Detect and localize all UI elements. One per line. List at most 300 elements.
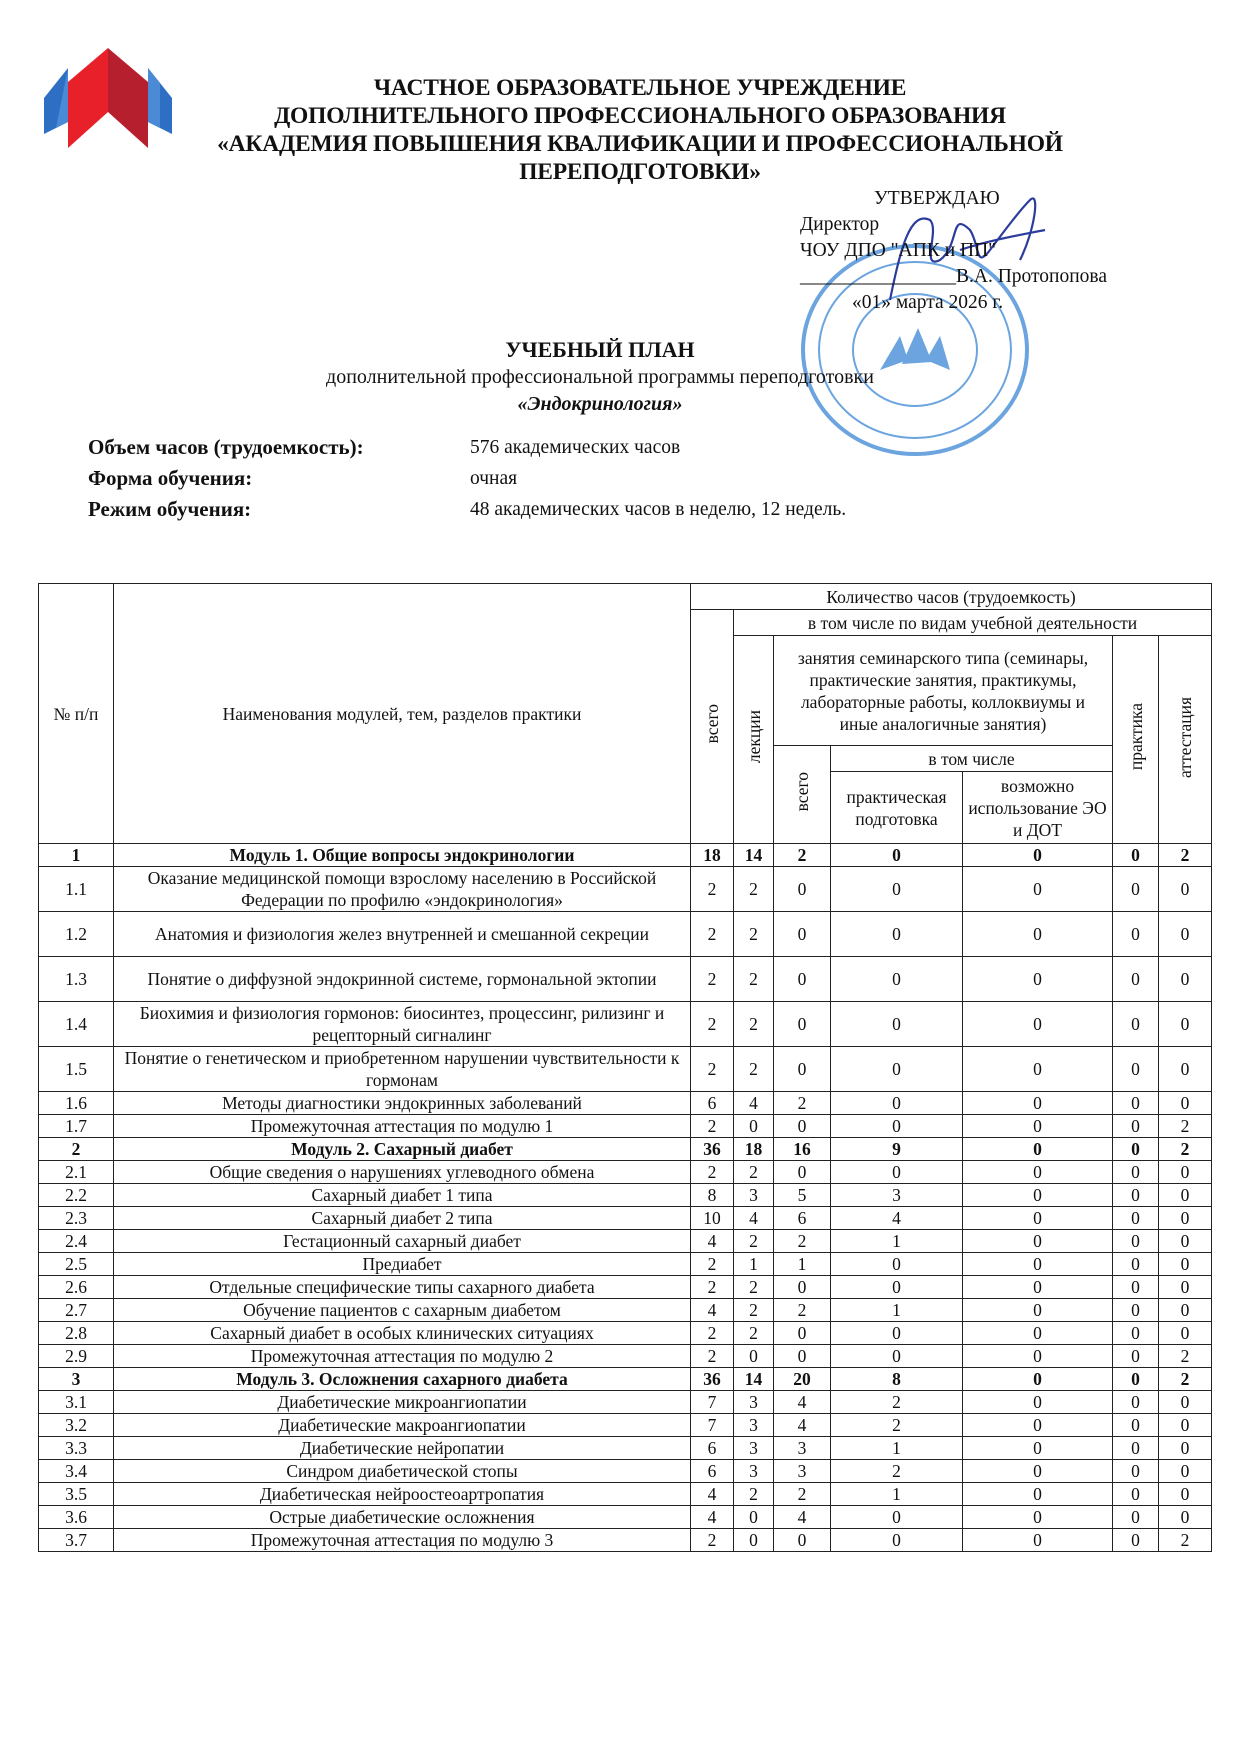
row-number: 3.3 <box>39 1437 114 1460</box>
cell-total: 2 <box>691 912 734 957</box>
meta-value: очная <box>470 467 518 489</box>
meta-label: Форма обучения: <box>88 466 253 490</box>
row-name: Сахарный диабет в особых клинических ситуациях <box>114 1322 691 1345</box>
organization-name <box>150 74 1130 186</box>
cell-eo: 0 <box>963 1138 1113 1161</box>
cell-eo: 0 <box>963 1529 1113 1552</box>
document-subtitle: дополнительной профессиональной программы переподготовки <box>326 366 874 388</box>
cell-eo: 0 <box>963 1414 1113 1437</box>
cell-attest: 0 <box>1159 1276 1212 1299</box>
cell-lectures: 2 <box>734 1483 774 1506</box>
cell-total: 2 <box>691 1002 734 1047</box>
cell-total: 4 <box>691 1506 734 1529</box>
cell-practice: 0 <box>1113 1002 1159 1047</box>
cell-practice: 0 <box>1113 1437 1159 1460</box>
header-lectures-label: лекции <box>743 710 764 764</box>
cell-practical: 2 <box>831 1391 963 1414</box>
cell-attest: 0 <box>1159 1184 1212 1207</box>
cell-practice: 0 <box>1113 1184 1159 1207</box>
meta-row <box>88 463 846 494</box>
row-name: Диабетические макроангиопатии <box>114 1414 691 1437</box>
cell-lectures: 0 <box>734 1345 774 1368</box>
cell-lectures: 2 <box>734 1002 774 1047</box>
cell-eo: 0 <box>963 957 1113 1002</box>
document-title: УЧЕБНЫЙ ПЛАН <box>505 337 695 362</box>
cell-practice: 0 <box>1113 1276 1159 1299</box>
cell-total: 6 <box>691 1092 734 1115</box>
header-by-type: в том числе по видам учебной деятельности <box>734 610 1212 636</box>
cell-attest: 0 <box>1159 1230 1212 1253</box>
row-name: Обучение пациентов с сахарным диабетом <box>114 1299 691 1322</box>
table-row <box>39 1299 1212 1322</box>
cell-total: 7 <box>691 1414 734 1437</box>
cell-lectures: 3 <box>734 1437 774 1460</box>
cell-eo: 0 <box>963 1276 1113 1299</box>
row-name: Синдром диабетической стопы <box>114 1460 691 1483</box>
row-number: 1.7 <box>39 1115 114 1138</box>
table-row <box>39 867 1212 912</box>
cell-total: 36 <box>691 1138 734 1161</box>
table-row <box>39 1207 1212 1230</box>
row-number: 3.4 <box>39 1460 114 1483</box>
table-row <box>39 1414 1212 1437</box>
cell-eo: 0 <box>963 1047 1113 1092</box>
row-number: 2.2 <box>39 1184 114 1207</box>
cell-sem-total: 3 <box>774 1437 831 1460</box>
table-row <box>39 1047 1212 1092</box>
cell-total: 7 <box>691 1391 734 1414</box>
table-row <box>39 1276 1212 1299</box>
meta-label: Объем часов (трудоемкость): <box>88 435 364 459</box>
cell-practical: 0 <box>831 1047 963 1092</box>
row-name: Сахарный диабет 2 типа <box>114 1207 691 1230</box>
cell-practice: 0 <box>1113 1483 1159 1506</box>
cell-practice: 0 <box>1113 1115 1159 1138</box>
cell-sem-total: 0 <box>774 867 831 912</box>
row-name: Гестационный сахарный диабет <box>114 1230 691 1253</box>
cell-practical: 1 <box>831 1299 963 1322</box>
cell-eo: 0 <box>963 1253 1113 1276</box>
program-name: «Эндокринология» <box>517 393 683 415</box>
cell-attest: 2 <box>1159 1368 1212 1391</box>
cell-attest: 2 <box>1159 844 1212 867</box>
row-name: Предиабет <box>114 1253 691 1276</box>
header-practice-label: практика <box>1125 703 1146 771</box>
header-practical-training: практическая подготовка <box>831 772 963 844</box>
cell-sem-total: 0 <box>774 1322 831 1345</box>
cell-practice: 0 <box>1113 1253 1159 1276</box>
table-row <box>39 1437 1212 1460</box>
row-number: 2.8 <box>39 1322 114 1345</box>
cell-total: 2 <box>691 1322 734 1345</box>
org-line: «АКАДЕМИЯ ПОВЫШЕНИЯ КВАЛИФИКАЦИИ И ПРОФЕССИОНАЛЬНОЙ <box>217 131 1063 157</box>
cell-practice: 0 <box>1113 1322 1159 1345</box>
cell-lectures: 2 <box>734 1276 774 1299</box>
cell-lectures: 14 <box>734 844 774 867</box>
header-practice <box>1113 636 1159 844</box>
cell-attest: 0 <box>1159 1299 1212 1322</box>
cell-sem-total: 16 <box>774 1138 831 1161</box>
cell-eo: 0 <box>963 1391 1113 1414</box>
signer-name: В.А. Протопопова <box>956 266 1108 287</box>
cell-attest: 0 <box>1159 1002 1212 1047</box>
cell-total: 2 <box>691 1276 734 1299</box>
row-name: Понятие о генетическом и приобретенном нарушении чувствительности к гормонам <box>114 1047 691 1092</box>
cell-total: 6 <box>691 1437 734 1460</box>
org-line: ПЕРЕПОДГОТОВКИ» <box>519 159 761 185</box>
cell-sem-total: 6 <box>774 1207 831 1230</box>
cell-total: 2 <box>691 1161 734 1184</box>
cell-practice: 0 <box>1113 1345 1159 1368</box>
cell-eo: 0 <box>963 1115 1113 1138</box>
cell-attest: 0 <box>1159 1437 1212 1460</box>
row-name: Промежуточная аттестация по модулю 1 <box>114 1115 691 1138</box>
cell-attest: 2 <box>1159 1138 1212 1161</box>
cell-eo: 0 <box>963 1299 1113 1322</box>
row-name: Диабетические микроангиопатии <box>114 1391 691 1414</box>
cell-lectures: 3 <box>734 1460 774 1483</box>
cell-practical: 8 <box>831 1368 963 1391</box>
row-name: Промежуточная аттестация по модулю 2 <box>114 1345 691 1368</box>
cell-total: 36 <box>691 1368 734 1391</box>
row-number: 2.6 <box>39 1276 114 1299</box>
cell-practical: 1 <box>831 1230 963 1253</box>
cell-attest: 0 <box>1159 1092 1212 1115</box>
cell-eo: 0 <box>963 1207 1113 1230</box>
cell-attest: 0 <box>1159 912 1212 957</box>
cell-practical: 0 <box>831 1276 963 1299</box>
cell-practice: 0 <box>1113 1368 1159 1391</box>
table-row <box>39 1322 1212 1345</box>
cell-attest: 0 <box>1159 1207 1212 1230</box>
cell-sem-total: 4 <box>774 1414 831 1437</box>
cell-total: 4 <box>691 1299 734 1322</box>
cell-practice: 0 <box>1113 844 1159 867</box>
cell-attest: 0 <box>1159 1391 1212 1414</box>
cell-attest: 0 <box>1159 1322 1212 1345</box>
header-total-label: всего <box>702 704 722 744</box>
cell-total: 4 <box>691 1483 734 1506</box>
cell-total: 2 <box>691 1529 734 1552</box>
cell-lectures: 4 <box>734 1207 774 1230</box>
header-num: № п/п <box>39 584 114 844</box>
cell-practice: 0 <box>1113 1161 1159 1184</box>
cell-practice: 0 <box>1113 1230 1159 1253</box>
cell-practical: 1 <box>831 1437 963 1460</box>
table-row <box>39 1115 1212 1138</box>
cell-eo: 0 <box>963 844 1113 867</box>
row-name: Модуль 3. Осложнения сахарного диабета <box>114 1368 691 1391</box>
cell-practice: 0 <box>1113 1529 1159 1552</box>
table-row <box>39 1483 1212 1506</box>
cell-attest: 0 <box>1159 1253 1212 1276</box>
header-including: в том числе <box>831 746 1113 772</box>
cell-eo: 0 <box>963 1460 1113 1483</box>
cell-practical: 0 <box>831 1345 963 1368</box>
cell-lectures: 3 <box>734 1391 774 1414</box>
meta-row <box>88 494 846 525</box>
cell-lectures: 3 <box>734 1414 774 1437</box>
cell-practical: 0 <box>831 1092 963 1115</box>
program-meta <box>88 432 846 525</box>
cell-practical: 0 <box>831 1115 963 1138</box>
cell-practice: 0 <box>1113 1138 1159 1161</box>
header-attestation-label: аттестация <box>1175 696 1196 778</box>
cell-sem-total: 0 <box>774 1276 831 1299</box>
cell-practical: 0 <box>831 1002 963 1047</box>
cell-sem-total: 0 <box>774 1161 831 1184</box>
cell-practice: 0 <box>1113 1299 1159 1322</box>
cell-lectures: 14 <box>734 1368 774 1391</box>
cell-attest: 0 <box>1159 1460 1212 1483</box>
cell-lectures: 1 <box>734 1253 774 1276</box>
table-row <box>39 1253 1212 1276</box>
cell-sem-total: 2 <box>774 1483 831 1506</box>
signature-row <box>800 264 1220 290</box>
row-name: Диабетические нейропатии <box>114 1437 691 1460</box>
header-eo-dot: возможно использование ЭО и ДОТ <box>963 772 1113 844</box>
cell-attest: 2 <box>1159 1529 1212 1552</box>
cell-attest: 2 <box>1159 1115 1212 1138</box>
cell-practice: 0 <box>1113 912 1159 957</box>
cell-practice: 0 <box>1113 1207 1159 1230</box>
cell-practice: 0 <box>1113 1047 1159 1092</box>
cell-lectures: 2 <box>734 1230 774 1253</box>
cell-practical: 0 <box>831 1529 963 1552</box>
cell-lectures: 2 <box>734 1161 774 1184</box>
cell-total: 2 <box>691 957 734 1002</box>
module-row <box>39 1368 1212 1391</box>
cell-eo: 0 <box>963 1230 1113 1253</box>
cell-practical: 2 <box>831 1414 963 1437</box>
cell-sem-total: 2 <box>774 1230 831 1253</box>
row-number: 2.5 <box>39 1253 114 1276</box>
row-number: 3.7 <box>39 1529 114 1552</box>
table-body <box>39 844 1212 1552</box>
meta-value: 576 академических часов <box>470 436 681 458</box>
cell-sem-total: 2 <box>774 1092 831 1115</box>
cell-eo: 0 <box>963 912 1113 957</box>
approval-date: «01» марта 2026 г. <box>852 292 1004 313</box>
row-number: 1 <box>39 844 114 867</box>
row-number: 3 <box>39 1368 114 1391</box>
cell-sem-total: 3 <box>774 1460 831 1483</box>
cell-sem-total: 0 <box>774 912 831 957</box>
curriculum-table <box>38 583 1212 1552</box>
cell-eo: 0 <box>963 1161 1113 1184</box>
table-row <box>39 1161 1212 1184</box>
cell-sem-total: 2 <box>774 844 831 867</box>
approval-block <box>800 186 1220 316</box>
cell-lectures: 2 <box>734 1322 774 1345</box>
header-lectures <box>734 636 774 844</box>
cell-lectures: 18 <box>734 1138 774 1161</box>
module-row <box>39 1138 1212 1161</box>
row-number: 1.2 <box>39 912 114 957</box>
cell-practical: 0 <box>831 1161 963 1184</box>
cell-practical: 0 <box>831 1253 963 1276</box>
cell-practical: 4 <box>831 1207 963 1230</box>
cell-sem-total: 4 <box>774 1506 831 1529</box>
cell-attest: 0 <box>1159 1414 1212 1437</box>
row-number: 2.1 <box>39 1161 114 1184</box>
cell-practical: 2 <box>831 1460 963 1483</box>
row-number: 2.9 <box>39 1345 114 1368</box>
header-total <box>691 610 734 844</box>
cell-lectures: 0 <box>734 1529 774 1552</box>
cell-sem-total: 0 <box>774 1345 831 1368</box>
row-name: Сахарный диабет 1 типа <box>114 1184 691 1207</box>
document-title-block <box>160 336 1040 418</box>
row-name: Острые диабетические осложнения <box>114 1506 691 1529</box>
cell-practical: 0 <box>831 957 963 1002</box>
cell-sem-total: 5 <box>774 1184 831 1207</box>
meta-row <box>88 432 846 463</box>
cell-practice: 0 <box>1113 1460 1159 1483</box>
cell-lectures: 3 <box>734 1184 774 1207</box>
row-number: 1.1 <box>39 867 114 912</box>
cell-attest: 0 <box>1159 1483 1212 1506</box>
cell-sem-total: 0 <box>774 957 831 1002</box>
approve-label: УТВЕРЖДАЮ <box>874 188 1000 209</box>
row-number: 3.6 <box>39 1506 114 1529</box>
cell-total: 2 <box>691 1115 734 1138</box>
table-row <box>39 957 1212 1002</box>
row-name: Диабетическая нейроостеоартропатия <box>114 1483 691 1506</box>
signature-line: ________________ <box>800 266 956 287</box>
table-row <box>39 1391 1212 1414</box>
cell-total: 6 <box>691 1460 734 1483</box>
cell-sem-total: 0 <box>774 1529 831 1552</box>
row-name: Общие сведения о нарушениях углеводного обмена <box>114 1161 691 1184</box>
table-row <box>39 912 1212 957</box>
row-name: Модуль 1. Общие вопросы эндокринологии <box>114 844 691 867</box>
cell-total: 8 <box>691 1184 734 1207</box>
cell-eo: 0 <box>963 1092 1113 1115</box>
cell-attest: 0 <box>1159 957 1212 1002</box>
cell-lectures: 4 <box>734 1092 774 1115</box>
logo-red-left <box>68 48 108 148</box>
meta-label: Режим обучения: <box>88 497 252 521</box>
cell-sem-total: 4 <box>774 1391 831 1414</box>
cell-eo: 0 <box>963 1437 1113 1460</box>
cell-practical: 0 <box>831 912 963 957</box>
row-name: Методы диагностики эндокринных заболеваний <box>114 1092 691 1115</box>
header-attestation <box>1159 636 1212 844</box>
cell-attest: 0 <box>1159 1047 1212 1092</box>
cell-practice: 0 <box>1113 867 1159 912</box>
table-row <box>39 1230 1212 1253</box>
cell-sem-total: 2 <box>774 1299 831 1322</box>
table-row <box>39 1506 1212 1529</box>
cell-lectures: 0 <box>734 1115 774 1138</box>
org-line: ДОПОЛНИТЕЛЬНОГО ПРОФЕССИОНАЛЬНОГО ОБРАЗОВАНИЯ <box>274 103 1006 129</box>
cell-total: 2 <box>691 1253 734 1276</box>
cell-lectures: 2 <box>734 1047 774 1092</box>
director-position: Директор <box>800 214 880 235</box>
cell-attest: 0 <box>1159 1506 1212 1529</box>
row-number: 2.7 <box>39 1299 114 1322</box>
meta-value: 48 академических часов в неделю, 12 недель. <box>470 498 847 520</box>
cell-attest: 0 <box>1159 867 1212 912</box>
header-hours: Количество часов (трудоемкость) <box>691 584 1212 610</box>
table-row <box>39 1345 1212 1368</box>
cell-eo: 0 <box>963 1368 1113 1391</box>
cell-lectures: 2 <box>734 957 774 1002</box>
table-row <box>39 1092 1212 1115</box>
cell-sem-total: 0 <box>774 1115 831 1138</box>
cell-total: 18 <box>691 844 734 867</box>
cell-lectures: 2 <box>734 867 774 912</box>
header-seminar-total <box>774 746 831 844</box>
row-number: 3.1 <box>39 1391 114 1414</box>
row-number: 2.3 <box>39 1207 114 1230</box>
cell-attest: 0 <box>1159 1161 1212 1184</box>
cell-total: 2 <box>691 1345 734 1368</box>
cell-total: 2 <box>691 867 734 912</box>
org-short-name: ЧОУ ДПО "АПК и ПП" <box>800 240 997 261</box>
cell-eo: 0 <box>963 1345 1113 1368</box>
cell-sem-total: 1 <box>774 1253 831 1276</box>
table-row <box>39 1184 1212 1207</box>
row-number: 2 <box>39 1138 114 1161</box>
cell-practical: 1 <box>831 1483 963 1506</box>
header-name: Наименования модулей, тем, разделов практики <box>114 584 691 844</box>
row-name: Оказание медицинской помощи взрослому населению в Российской Федерации по профилю «эндокринология» <box>114 867 691 912</box>
cell-eo: 0 <box>963 1483 1113 1506</box>
logo-red-right <box>108 48 148 148</box>
cell-practice: 0 <box>1113 1506 1159 1529</box>
row-number: 1.5 <box>39 1047 114 1092</box>
table-row <box>39 1002 1212 1047</box>
module-row <box>39 844 1212 867</box>
cell-eo: 0 <box>963 1506 1113 1529</box>
header-seminar: занятия семинарского типа (семинары, практические занятия, практикумы, лабораторные работы, коллоквиумы и иные аналогичные занятия) <box>774 636 1113 746</box>
cell-total: 10 <box>691 1207 734 1230</box>
table-row <box>39 1460 1212 1483</box>
row-name: Промежуточная аттестация по модулю 3 <box>114 1529 691 1552</box>
org-line: ЧАСТНОЕ ОБРАЗОВАТЕЛЬНОЕ УЧРЕЖДЕНИЕ <box>373 75 907 101</box>
header-seminar-total-label: всего <box>792 772 812 812</box>
row-number: 3.2 <box>39 1414 114 1437</box>
cell-practice: 0 <box>1113 1092 1159 1115</box>
row-name: Биохимия и физиология гормонов: биосинтез, процессинг, рилизинг и рецепторный сигналинг <box>114 1002 691 1047</box>
row-number: 3.5 <box>39 1483 114 1506</box>
row-name: Модуль 2. Сахарный диабет <box>114 1138 691 1161</box>
table-row <box>39 1529 1212 1552</box>
row-name: Отдельные специфические типы сахарного диабета <box>114 1276 691 1299</box>
row-number: 1.3 <box>39 957 114 1002</box>
cell-attest: 2 <box>1159 1345 1212 1368</box>
cell-total: 2 <box>691 1047 734 1092</box>
cell-practical: 3 <box>831 1184 963 1207</box>
cell-practice: 0 <box>1113 1414 1159 1437</box>
cell-practical: 0 <box>831 1322 963 1345</box>
row-name: Анатомия и физиология желез внутренней и смешанной секреции <box>114 912 691 957</box>
cell-practical: 9 <box>831 1138 963 1161</box>
cell-lectures: 2 <box>734 1299 774 1322</box>
cell-practical: 0 <box>831 844 963 867</box>
cell-lectures: 0 <box>734 1506 774 1529</box>
cell-eo: 0 <box>963 1002 1113 1047</box>
cell-practice: 0 <box>1113 1391 1159 1414</box>
cell-sem-total: 0 <box>774 1002 831 1047</box>
cell-lectures: 2 <box>734 912 774 957</box>
cell-sem-total: 20 <box>774 1368 831 1391</box>
cell-practical: 0 <box>831 867 963 912</box>
cell-total: 4 <box>691 1230 734 1253</box>
cell-eo: 0 <box>963 1184 1113 1207</box>
